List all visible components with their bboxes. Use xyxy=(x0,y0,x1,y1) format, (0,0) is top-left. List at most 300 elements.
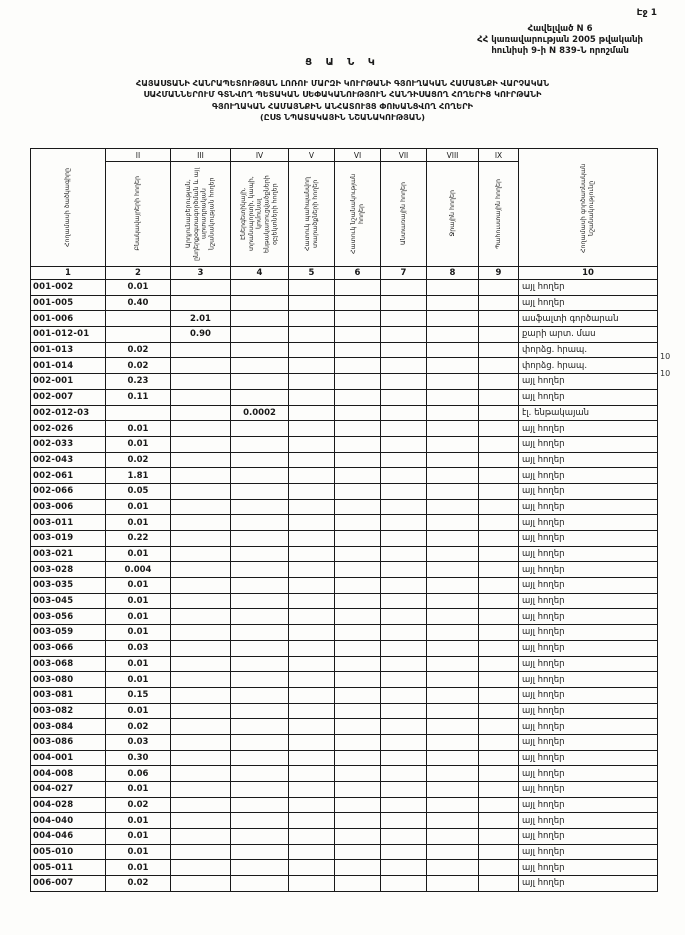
cell-area-value xyxy=(231,452,289,468)
cell-land-use: այլ հողեր xyxy=(519,452,658,468)
cell-area-value xyxy=(479,421,519,437)
table-row xyxy=(31,578,658,594)
cell-area-value: 0.01 xyxy=(106,813,171,829)
cell-land-use: այլ հողեր xyxy=(519,546,658,562)
cell-area-value xyxy=(381,515,427,531)
cell-area-value xyxy=(381,405,427,421)
cell-area-value xyxy=(231,719,289,735)
cell-parcel-code: 001-002 xyxy=(31,280,106,296)
cell-area-value xyxy=(289,609,335,625)
cell-area-value: 0.01 xyxy=(106,578,171,594)
cell-area-value xyxy=(479,327,519,343)
cell-area-value xyxy=(171,640,231,656)
cell-area-value xyxy=(381,687,427,703)
cell-area-value xyxy=(171,295,231,311)
cell-parcel-code: 003-021 xyxy=(31,546,106,562)
cell-area-value xyxy=(427,311,479,327)
cell-area-value xyxy=(381,327,427,343)
table-row xyxy=(31,813,658,829)
cell-area-value: 0.0002 xyxy=(231,405,289,421)
cell-parcel-code: 001-014 xyxy=(31,358,106,374)
cell-area-value xyxy=(231,829,289,845)
cell-area-value xyxy=(231,797,289,813)
cell-area-value xyxy=(171,766,231,782)
cell-parcel-code: 002-001 xyxy=(31,374,106,390)
cell-area-value xyxy=(231,515,289,531)
cell-land-use: այլ հողեր xyxy=(519,436,658,452)
table-row xyxy=(31,327,658,343)
cell-land-use: այլ հողեր xyxy=(519,389,658,405)
cell-area-value xyxy=(335,734,381,750)
cell-parcel-code: 006-007 xyxy=(31,876,106,892)
roman-numeral: VI xyxy=(335,149,380,162)
cell-area-value: 0.30 xyxy=(106,750,171,766)
roman-numeral: VII xyxy=(381,149,426,162)
cell-area-value xyxy=(289,876,335,892)
cell-area-value xyxy=(171,844,231,860)
cell-area-value xyxy=(335,687,381,703)
cell-area-value xyxy=(171,280,231,296)
cell-area-value xyxy=(335,436,381,452)
cell-area-value xyxy=(381,609,427,625)
cell-area-value: 0.01 xyxy=(106,844,171,860)
table-row xyxy=(31,860,658,876)
cell-area-value xyxy=(381,797,427,813)
col-number: 10 xyxy=(519,267,658,280)
cell-area-value xyxy=(427,876,479,892)
cell-area-value xyxy=(231,625,289,641)
table-row xyxy=(31,483,658,499)
cell-land-use: այլ հողեր xyxy=(519,813,658,829)
table-row xyxy=(31,405,658,421)
col-number: 4 xyxy=(231,267,289,280)
cell-area-value xyxy=(479,342,519,358)
cell-area-value xyxy=(231,311,289,327)
cell-area-value xyxy=(231,640,289,656)
cell-area-value: 0.01 xyxy=(106,515,171,531)
cell-area-value xyxy=(171,499,231,515)
cell-land-use: այլ հողեր xyxy=(519,734,658,750)
cell-area-value xyxy=(171,860,231,876)
title-line: ՍԱՀՄԱՆՆԵՐՈՒՄ ԳՏՆՎՈՂ ՊԵՏԱԿԱՆ ՍԵՓԱԿԱՆՈՒԹՅՈՒՆ ՀԱՆԴԻՍԱՑՈՂ ՀՈՂԵՐԻՑ ԿՈՒՐԹԱՆԻ xyxy=(143,89,542,100)
cell-area-value xyxy=(289,782,335,798)
cell-area-value xyxy=(381,578,427,594)
table-row xyxy=(31,672,658,688)
cell-area-value xyxy=(479,625,519,641)
col-header-functional-use xyxy=(519,149,658,267)
cell-area-value xyxy=(381,860,427,876)
cell-area-value xyxy=(231,562,289,578)
cell-area-value xyxy=(289,515,335,531)
cell-area-value xyxy=(381,421,427,437)
cell-area-value xyxy=(289,844,335,860)
cell-area-value xyxy=(289,719,335,735)
cell-area-value xyxy=(479,389,519,405)
cell-area-value xyxy=(427,358,479,374)
cell-land-use: այլ հողեր xyxy=(519,578,658,594)
cell-area-value xyxy=(231,421,289,437)
title-line: ԳՅՈՒՂԱԿԱՆ ՀԱՄԱՅՆՔԻՆ ԱՆՀԱՏՈՒՅՑ ՓՈԽԱՆՑՎՈՂ ՀՈՂԵՐԻ xyxy=(212,100,473,111)
cell-area-value xyxy=(335,578,381,594)
cell-area-value xyxy=(427,546,479,562)
handwritten-margin-note: 10 xyxy=(660,369,671,378)
cell-area-value xyxy=(335,515,381,531)
cell-area-value xyxy=(106,405,171,421)
cell-parcel-code: 005-011 xyxy=(31,860,106,876)
cell-area-value xyxy=(427,593,479,609)
cell-parcel-code: 003-035 xyxy=(31,578,106,594)
cell-area-value xyxy=(479,468,519,484)
cell-area-value xyxy=(381,829,427,845)
cell-parcel-code: 004-040 xyxy=(31,813,106,829)
col-header-special-purpose xyxy=(335,149,381,267)
cell-land-use: այլ հողեր xyxy=(519,687,658,703)
cell-area-value xyxy=(231,750,289,766)
cell-area-value xyxy=(231,813,289,829)
cell-area-value xyxy=(381,766,427,782)
col-label: Հատուկ պահպանվող տարածքների հողեր xyxy=(303,176,319,251)
cell-area-value xyxy=(479,311,519,327)
cell-area-value xyxy=(231,295,289,311)
cell-area-value xyxy=(289,829,335,845)
cell-area-value xyxy=(381,468,427,484)
cell-area-value xyxy=(289,327,335,343)
table-row xyxy=(31,468,658,484)
cell-parcel-code: 004-046 xyxy=(31,829,106,845)
cell-area-value xyxy=(231,860,289,876)
cell-area-value xyxy=(427,295,479,311)
cell-area-value xyxy=(427,499,479,515)
cell-land-use: այլ հողեր xyxy=(519,860,658,876)
cell-area-value xyxy=(381,593,427,609)
cell-area-value xyxy=(289,797,335,813)
table-row xyxy=(31,546,658,562)
cell-area-value xyxy=(289,468,335,484)
cell-area-value xyxy=(171,342,231,358)
cell-land-use: այլ հողեր xyxy=(519,876,658,892)
cell-parcel-code: 002-061 xyxy=(31,468,106,484)
cell-parcel-code: 001-006 xyxy=(31,311,106,327)
cell-area-value: 0.90 xyxy=(171,327,231,343)
cell-area-value xyxy=(427,656,479,672)
cell-area-value xyxy=(427,609,479,625)
cell-area-value xyxy=(171,703,231,719)
cell-area-value: 0.02 xyxy=(106,342,171,358)
cell-area-value xyxy=(289,734,335,750)
cell-area-value xyxy=(427,640,479,656)
cell-area-value xyxy=(479,499,519,515)
cell-area-value: 0.01 xyxy=(106,421,171,437)
cell-area-value xyxy=(231,844,289,860)
cell-area-value xyxy=(289,499,335,515)
cell-area-value xyxy=(381,389,427,405)
cell-area-value xyxy=(231,358,289,374)
cell-area-value xyxy=(171,734,231,750)
cell-area-value xyxy=(381,719,427,735)
cell-parcel-code: 003-084 xyxy=(31,719,106,735)
cell-area-value: 0.23 xyxy=(106,374,171,390)
cell-parcel-code: 002-033 xyxy=(31,436,106,452)
cell-area-value xyxy=(289,436,335,452)
cell-land-use: այլ հողեր xyxy=(519,295,658,311)
table-row xyxy=(31,389,658,405)
title-line: ՀԱՅԱՍՏԱՆԻ ՀԱՆՐԱՊԵՏՈՒԹՅԱՆ ԼՈՌՈՒ ՄԱՐԶԻ ԿՈՒՐԹԱՆԻ ԳՅՈՒՂԱԿԱՆ ՀԱՄԱՅՆՔԻ ՎԱՐՉԱԿԱՆ xyxy=(135,78,550,88)
col-number: 8 xyxy=(427,267,479,280)
cell-area-value xyxy=(231,782,289,798)
table-row xyxy=(31,782,658,798)
cell-area-value xyxy=(479,703,519,719)
cell-area-value xyxy=(381,750,427,766)
col-label: Էներգետիկայի, տրանսպորտի, կապի, կոմունալ ենթակառուցվածքների օբյեկտների հողեր xyxy=(239,174,279,253)
cell-area-value xyxy=(335,499,381,515)
cell-area-value xyxy=(171,562,231,578)
cell-area-value xyxy=(381,531,427,547)
col-number: 5 xyxy=(289,267,335,280)
cell-area-value xyxy=(427,813,479,829)
cell-area-value xyxy=(381,672,427,688)
cell-area-value xyxy=(479,436,519,452)
cell-area-value xyxy=(427,342,479,358)
cell-area-value xyxy=(171,609,231,625)
cell-area-value xyxy=(171,358,231,374)
cell-area-value xyxy=(171,531,231,547)
cell-area-value xyxy=(427,562,479,578)
col-label: Հողամասի գործառնական նշանակությունը xyxy=(580,162,595,253)
cell-area-value xyxy=(231,389,289,405)
cell-area-value xyxy=(335,452,381,468)
cell-area-value xyxy=(171,421,231,437)
cell-area-value xyxy=(289,342,335,358)
cell-area-value xyxy=(427,750,479,766)
col-number: 2 xyxy=(106,267,171,280)
table-row xyxy=(31,625,658,641)
cell-area-value: 2.01 xyxy=(171,311,231,327)
cell-area-value xyxy=(171,829,231,845)
col-label: Հողամասի ծածկագիրը xyxy=(64,168,72,247)
cell-area-value xyxy=(289,593,335,609)
cell-area-value: 0.01 xyxy=(106,625,171,641)
cell-area-value xyxy=(479,609,519,625)
cell-area-value xyxy=(427,687,479,703)
cell-area-value xyxy=(479,797,519,813)
cell-land-use: այլ հողեր xyxy=(519,703,658,719)
cell-area-value xyxy=(171,719,231,735)
cell-area-value xyxy=(171,405,231,421)
table-row xyxy=(31,829,658,845)
cell-land-use: այլ հողեր xyxy=(519,280,658,296)
col-number: 1 xyxy=(31,267,106,280)
cell-area-value xyxy=(427,625,479,641)
cell-parcel-code: 004-028 xyxy=(31,797,106,813)
cell-area-value xyxy=(479,531,519,547)
cell-area-value xyxy=(427,719,479,735)
cell-area-value xyxy=(171,797,231,813)
col-header-water xyxy=(427,149,479,267)
cell-parcel-code: 002-066 xyxy=(31,483,106,499)
cell-area-value xyxy=(231,656,289,672)
cell-area-value xyxy=(231,593,289,609)
cell-area-value xyxy=(427,844,479,860)
cell-area-value: 0.01 xyxy=(106,593,171,609)
table-row xyxy=(31,719,658,735)
col-label: Հատուկ նշանակության հողեր xyxy=(349,173,365,254)
cell-parcel-code: 003-081 xyxy=(31,687,106,703)
cell-land-use: քարի արտ. մաս xyxy=(519,327,658,343)
cell-area-value xyxy=(479,295,519,311)
annex-reference xyxy=(477,24,643,57)
cell-area-value: 0.01 xyxy=(106,546,171,562)
cell-area-value xyxy=(381,499,427,515)
cell-area-value xyxy=(479,405,519,421)
cell-area-value xyxy=(335,374,381,390)
table-row xyxy=(31,436,658,452)
table-row xyxy=(31,609,658,625)
roman-numeral: VIII xyxy=(427,149,478,162)
cell-area-value xyxy=(106,327,171,343)
cell-land-use: այլ հողեր xyxy=(519,593,658,609)
table-row xyxy=(31,687,658,703)
column-number-row xyxy=(31,267,658,280)
cell-area-value xyxy=(231,703,289,719)
table-row xyxy=(31,844,658,860)
cell-area-value xyxy=(427,782,479,798)
cell-area-value xyxy=(335,483,381,499)
cell-area-value xyxy=(289,483,335,499)
category-header-row xyxy=(31,149,658,267)
cell-land-use: այլ հողեր xyxy=(519,829,658,845)
cell-area-value xyxy=(231,734,289,750)
cell-area-value xyxy=(171,452,231,468)
cell-land-use: այլ հողեր xyxy=(519,562,658,578)
roman-numeral: IV xyxy=(231,149,288,162)
cell-area-value xyxy=(381,562,427,578)
cell-parcel-code: 003-019 xyxy=(31,531,106,547)
cell-land-use: էլ. ենթակայան xyxy=(519,405,658,421)
cell-area-value xyxy=(335,295,381,311)
cell-area-value xyxy=(427,797,479,813)
cell-parcel-code: 003-056 xyxy=(31,609,106,625)
cell-area-value: 0.01 xyxy=(106,280,171,296)
cell-area-value xyxy=(479,844,519,860)
cell-area-value: 0.02 xyxy=(106,719,171,735)
cell-area-value: 0.02 xyxy=(106,358,171,374)
cell-land-use: այլ հողեր xyxy=(519,797,658,813)
cell-area-value xyxy=(381,546,427,562)
cell-land-use: փորձց. հրապ. xyxy=(519,358,658,374)
cell-area-value xyxy=(381,280,427,296)
cell-area-value: 0.01 xyxy=(106,860,171,876)
cell-area-value xyxy=(381,782,427,798)
cell-area-value xyxy=(427,860,479,876)
table-row xyxy=(31,342,658,358)
cell-area-value xyxy=(289,860,335,876)
cell-parcel-code: 003-011 xyxy=(31,515,106,531)
cell-area-value xyxy=(289,562,335,578)
cell-area-value xyxy=(231,609,289,625)
cell-area-value xyxy=(427,829,479,845)
cell-area-value xyxy=(335,860,381,876)
cell-area-value xyxy=(231,280,289,296)
cell-area-value xyxy=(289,389,335,405)
col-header-residential xyxy=(106,149,171,267)
cell-area-value xyxy=(171,374,231,390)
cell-area-value: 0.01 xyxy=(106,499,171,515)
col-header-energy-transport xyxy=(231,149,289,267)
cell-area-value xyxy=(335,766,381,782)
cell-area-value xyxy=(289,687,335,703)
land-table xyxy=(30,148,658,892)
cell-land-use: այլ հողեր xyxy=(519,656,658,672)
col-number: 7 xyxy=(381,267,427,280)
cell-area-value xyxy=(289,546,335,562)
cell-area-value: 0.01 xyxy=(106,672,171,688)
cell-area-value xyxy=(289,625,335,641)
cell-area-value xyxy=(427,452,479,468)
cell-area-value xyxy=(335,640,381,656)
cell-area-value: 0.01 xyxy=(106,609,171,625)
cell-area-value: 0.22 xyxy=(106,531,171,547)
cell-land-use: այլ հողեր xyxy=(519,374,658,390)
cell-land-use: այլ հողեր xyxy=(519,515,658,531)
cell-land-use: այլ հողեր xyxy=(519,468,658,484)
cell-area-value xyxy=(171,782,231,798)
table-header xyxy=(31,149,658,280)
col-label: Արդյունաբերության, ընդերքօգտագործման և այլ արտադրական նշանակության հողեր xyxy=(184,166,216,261)
cell-area-value xyxy=(479,483,519,499)
cell-area-value xyxy=(427,531,479,547)
cell-land-use: այլ հողեր xyxy=(519,625,658,641)
cell-area-value xyxy=(171,436,231,452)
cell-land-use: այլ հողեր xyxy=(519,640,658,656)
cell-parcel-code: 004-027 xyxy=(31,782,106,798)
col-label: Բնակավայրերի հողեր xyxy=(134,176,142,251)
col-header-industrial xyxy=(171,149,231,267)
cell-parcel-code: 003-086 xyxy=(31,734,106,750)
col-header-protected-areas xyxy=(289,149,335,267)
cell-area-value xyxy=(231,687,289,703)
cell-area-value: 0.03 xyxy=(106,640,171,656)
cell-area-value xyxy=(171,813,231,829)
cell-parcel-code: 003-059 xyxy=(31,625,106,641)
list-heading: Ց Ա Ն Կ xyxy=(305,57,380,68)
cell-area-value xyxy=(289,578,335,594)
cell-area-value xyxy=(289,311,335,327)
cell-area-value: 1.81 xyxy=(106,468,171,484)
cell-area-value xyxy=(479,687,519,703)
annex-line: ՀՀ կառավարության 2005 թվականի xyxy=(477,35,643,46)
cell-area-value xyxy=(479,860,519,876)
table-row xyxy=(31,640,658,656)
cell-area-value xyxy=(427,280,479,296)
cell-parcel-code: 003-082 xyxy=(31,703,106,719)
table-row xyxy=(31,515,658,531)
page-number: Էջ 1 xyxy=(636,8,657,18)
cell-area-value xyxy=(335,280,381,296)
cell-area-value xyxy=(335,311,381,327)
cell-area-value xyxy=(289,405,335,421)
cell-area-value xyxy=(479,719,519,735)
cell-area-value xyxy=(289,672,335,688)
table-row xyxy=(31,766,658,782)
title-subtitle: (ԸՍՏ ՆՊԱՏԱԿԱՅԻՆ ՆՇԱՆԱԿՈՒԹՅԱՆ) xyxy=(259,112,426,123)
cell-parcel-code: 003-006 xyxy=(31,499,106,515)
cell-area-value xyxy=(427,421,479,437)
cell-area-value xyxy=(289,295,335,311)
cell-area-value xyxy=(171,593,231,609)
cell-area-value xyxy=(381,358,427,374)
cell-area-value xyxy=(171,750,231,766)
cell-area-value xyxy=(479,750,519,766)
